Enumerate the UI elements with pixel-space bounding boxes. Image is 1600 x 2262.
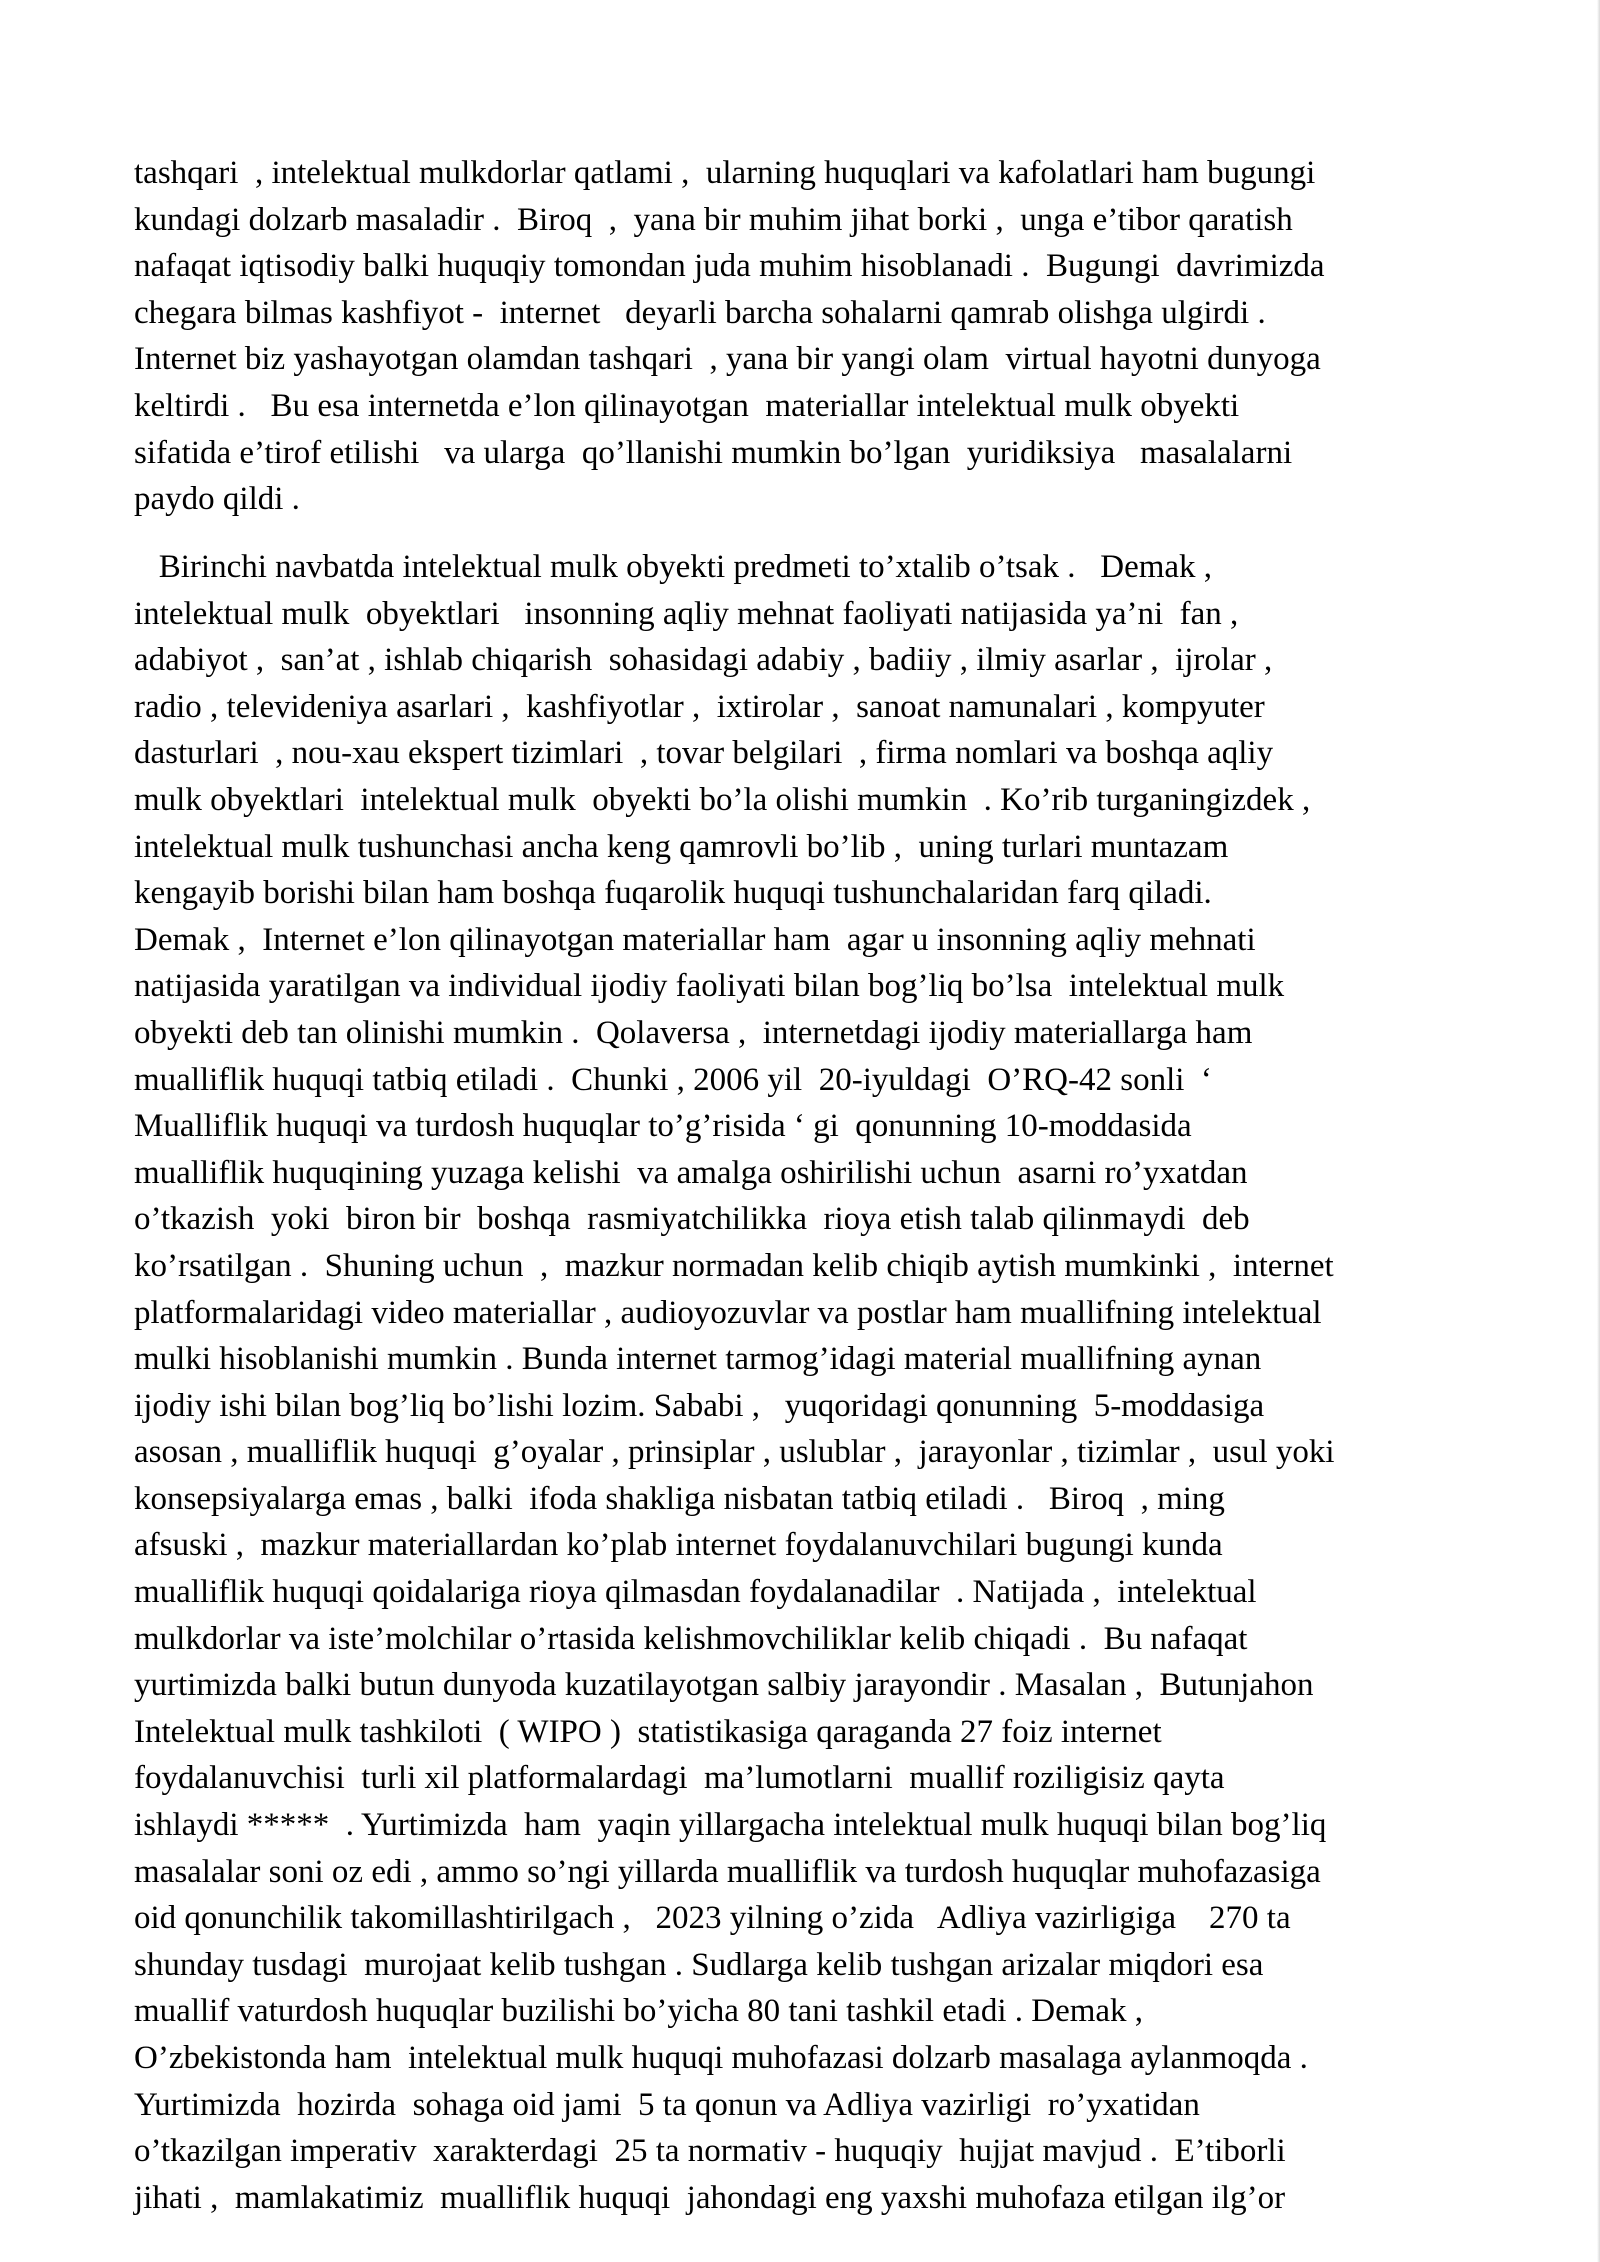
text-line: mulkdorlar va iste’molchilar o’rtasida kelishmovchiliklar kelib chiqadi . Bu nafaqat — [134, 1620, 1248, 1657]
text-line: ko’rsatilgan . Shuning uchun , mazkur normadan kelib chiqib aytish mumkinki , internet — [134, 1247, 1334, 1284]
text-line: intelektual mulk obyektlari insonning aqliy mehnat faoliyati natijasida ya’ni fan , — [134, 595, 1239, 632]
text-line: dasturlari , nou-xau ekspert tizimlari , tovar belgilari , firma nomlari va boshqa aqliy — [134, 735, 1274, 772]
text-line: konsepsiyalarga emas , balki ifoda shakliga nisbatan tatbiq etiladi . Biroq , ming — [134, 1480, 1225, 1517]
text-line: shunday tusdagi murojaat kelib tushgan . Sudlarga kelib tushgan arizalar miqdori esa — [134, 1946, 1264, 1983]
paragraph-intro — [134, 150, 1514, 523]
text-line: Internet biz yashayotgan olamdan tashqari , yana bir yangi olam virtual hayotni dunyoga — [134, 341, 1321, 378]
text-line: sifatida e’tirof etilishi va ularga qo’llanishi mumkin bo’lgan yuridiksiya masalalarni — [134, 434, 1293, 471]
text-line: kundagi dolzarb masaladir . Biroq , yana bir muhim jihat borki , unga e’tibor qaratish — [134, 201, 1293, 238]
text-line: obyekti deb tan olinishi mumkin . Qolaversa , internetdagi ijodiy materiallarga ham — [134, 1014, 1253, 1051]
text-line: Birinchi navbatda intelektual mulk obyekti predmeti to’xtalib o’tsak . Demak , — [134, 549, 1213, 585]
text-line: oid qonunchilik takomillashtirilgach , 2023 yilning o’zida Adliya vazirligiga 270 ta — [134, 1900, 1291, 1937]
text-line: muallif vaturdosh huquqlar buzilishi bo’yicha 80 tani tashkil etadi . Demak , — [134, 1993, 1144, 2030]
text-line: o’tkazilgan imperativ xarakterdagi 25 ta normativ - huquqiy hujjat mavjud . E’tiborli — [134, 2133, 1286, 2170]
text-line: mualliflik huquqi tatbiq etiladi . Chunki , 2006 yil 20-iyuldagi O’RQ-42 sonli ‘ — [134, 1061, 1212, 1098]
text-line: Mualliflik huquqi va turdosh huquqlar to’g’risida ‘ gi qonunning 10-moddasida — [134, 1108, 1192, 1145]
text-line: kengayib borishi bilan ham boshqa fuqarolik huquqi tushunchalaridan farq qiladi. — [134, 875, 1212, 912]
text-line: Yurtimizda hozirda sohaga oid jami 5 ta qonun va Adliya vazirligi ro’yxatidan — [134, 2086, 1200, 2123]
text-line: mulki hisoblanishi mumkin . Bunda internet tarmog’idagi material muallifning aynan — [134, 1341, 1262, 1378]
text-line: radio , televideniya asarlari , kashfiyotlar , ixtirolar , sanoat namunalari , kompyuter — [134, 688, 1265, 725]
text-line: o’tkazish yoki biron bir boshqa rasmiyatchilikka rioya etish talab qilinmaydi deb — [134, 1201, 1250, 1238]
text-line: natijasida yaratilgan va individual ijodiy faoliyati bilan bog’liq bo’lsa intelektual mulk — [134, 968, 1285, 1005]
text-line: intelektual mulk tushunchasi ancha keng qamrovli bo’lib , uning turlari muntazam — [134, 828, 1229, 865]
text-line: nafaqat iqtisodiy balki huquqiy tomondan juda muhim hisoblanadi . Bugungi davrimizda — [134, 248, 1325, 285]
text-line: chegara bilmas kashfiyot - internet deyarli barcha sohalarni qamrab olishga ulgirdi . — [134, 294, 1266, 331]
text-line: platformalaridagi video materiallar , audioyozuvlar va postlar ham muallifning intelektual — [134, 1294, 1322, 1331]
text-line: yurtimizda balki butun dunyoda kuzatilayotgan salbiy jarayondir . Masalan , Butunjahon — [134, 1667, 1314, 1704]
text-line: mualliflik huquqi qoidalariga rioya qilmasdan foydalanadilar . Natijada , intelektual — [134, 1574, 1257, 1611]
text-line: afsuski , mazkur materiallardan ko’plab internet foydalanuvchilari bugungi kunda — [134, 1527, 1223, 1564]
text-line: tashqari , intelektual mulkdorlar qatlami , ularning huquqlari va kafolatlari ham bugungi — [134, 155, 1316, 191]
text-line: ijodiy ishi bilan bog’liq bo’lishi lozim. Sababi , yuqoridagi qonunning 5-moddasiga — [134, 1387, 1265, 1424]
text-line: Demak , Internet e’lon qilinayotgan materiallar ham agar u insonning aqliy mehnati — [134, 921, 1256, 958]
text-line: asosan , mualliflik huquqi g’oyalar , prinsiplar , uslublar , jarayonlar , tizimlar , usul yoki — [134, 1434, 1335, 1471]
text-line: jihati , mamlakatimiz mualliflik huquqi jahondagi eng yaxshi muhofaza etilgan ilg’or — [134, 2179, 1286, 2216]
text-line: paydo qildi . — [134, 481, 300, 518]
paragraph-main — [134, 544, 1514, 2221]
text-line: mualliflik huquqining yuzaga kelishi va amalga oshirilishi uchun asarni ro’yxatdan — [134, 1154, 1248, 1191]
text-line: O’zbekistonda ham intelektual mulk huquqi muhofazasi dolzarb masalaga aylanmoqda . — [134, 2040, 1308, 2076]
text-line: mulk obyektlari intelektual mulk obyekti bo’la olishi mumkin . Ko’rib turganingizdek , — [134, 781, 1311, 818]
text-line: foydalanuvchisi turli xil platformalardagi ma’lumotlarni muallif roziligisiz qayta — [134, 1760, 1225, 1797]
text-line: adabiyot , san’at , ishlab chiqarish sohasidagi adabiy , badiiy , ilmiy asarlar , ijrolar , — [134, 642, 1273, 679]
text-line: masalalar soni oz edi , ammo so’ngi yillarda mualliflik va turdosh huquqlar muhofazasiga — [134, 1853, 1321, 1890]
text-line: keltirdi . Bu esa internetda e’lon qilinayotgan materiallar intelektual mulk obyekti — [134, 387, 1240, 424]
text-line: ishlaydi ***** . Yurtimizda ham yaqin yillargacha intelektual mulk huquqi bilan bog’liq — [134, 1807, 1327, 1844]
text-line: Intelektual mulk tashkiloti ( WIPO ) statistikasiga qaraganda 27 foiz internet — [134, 1713, 1162, 1750]
